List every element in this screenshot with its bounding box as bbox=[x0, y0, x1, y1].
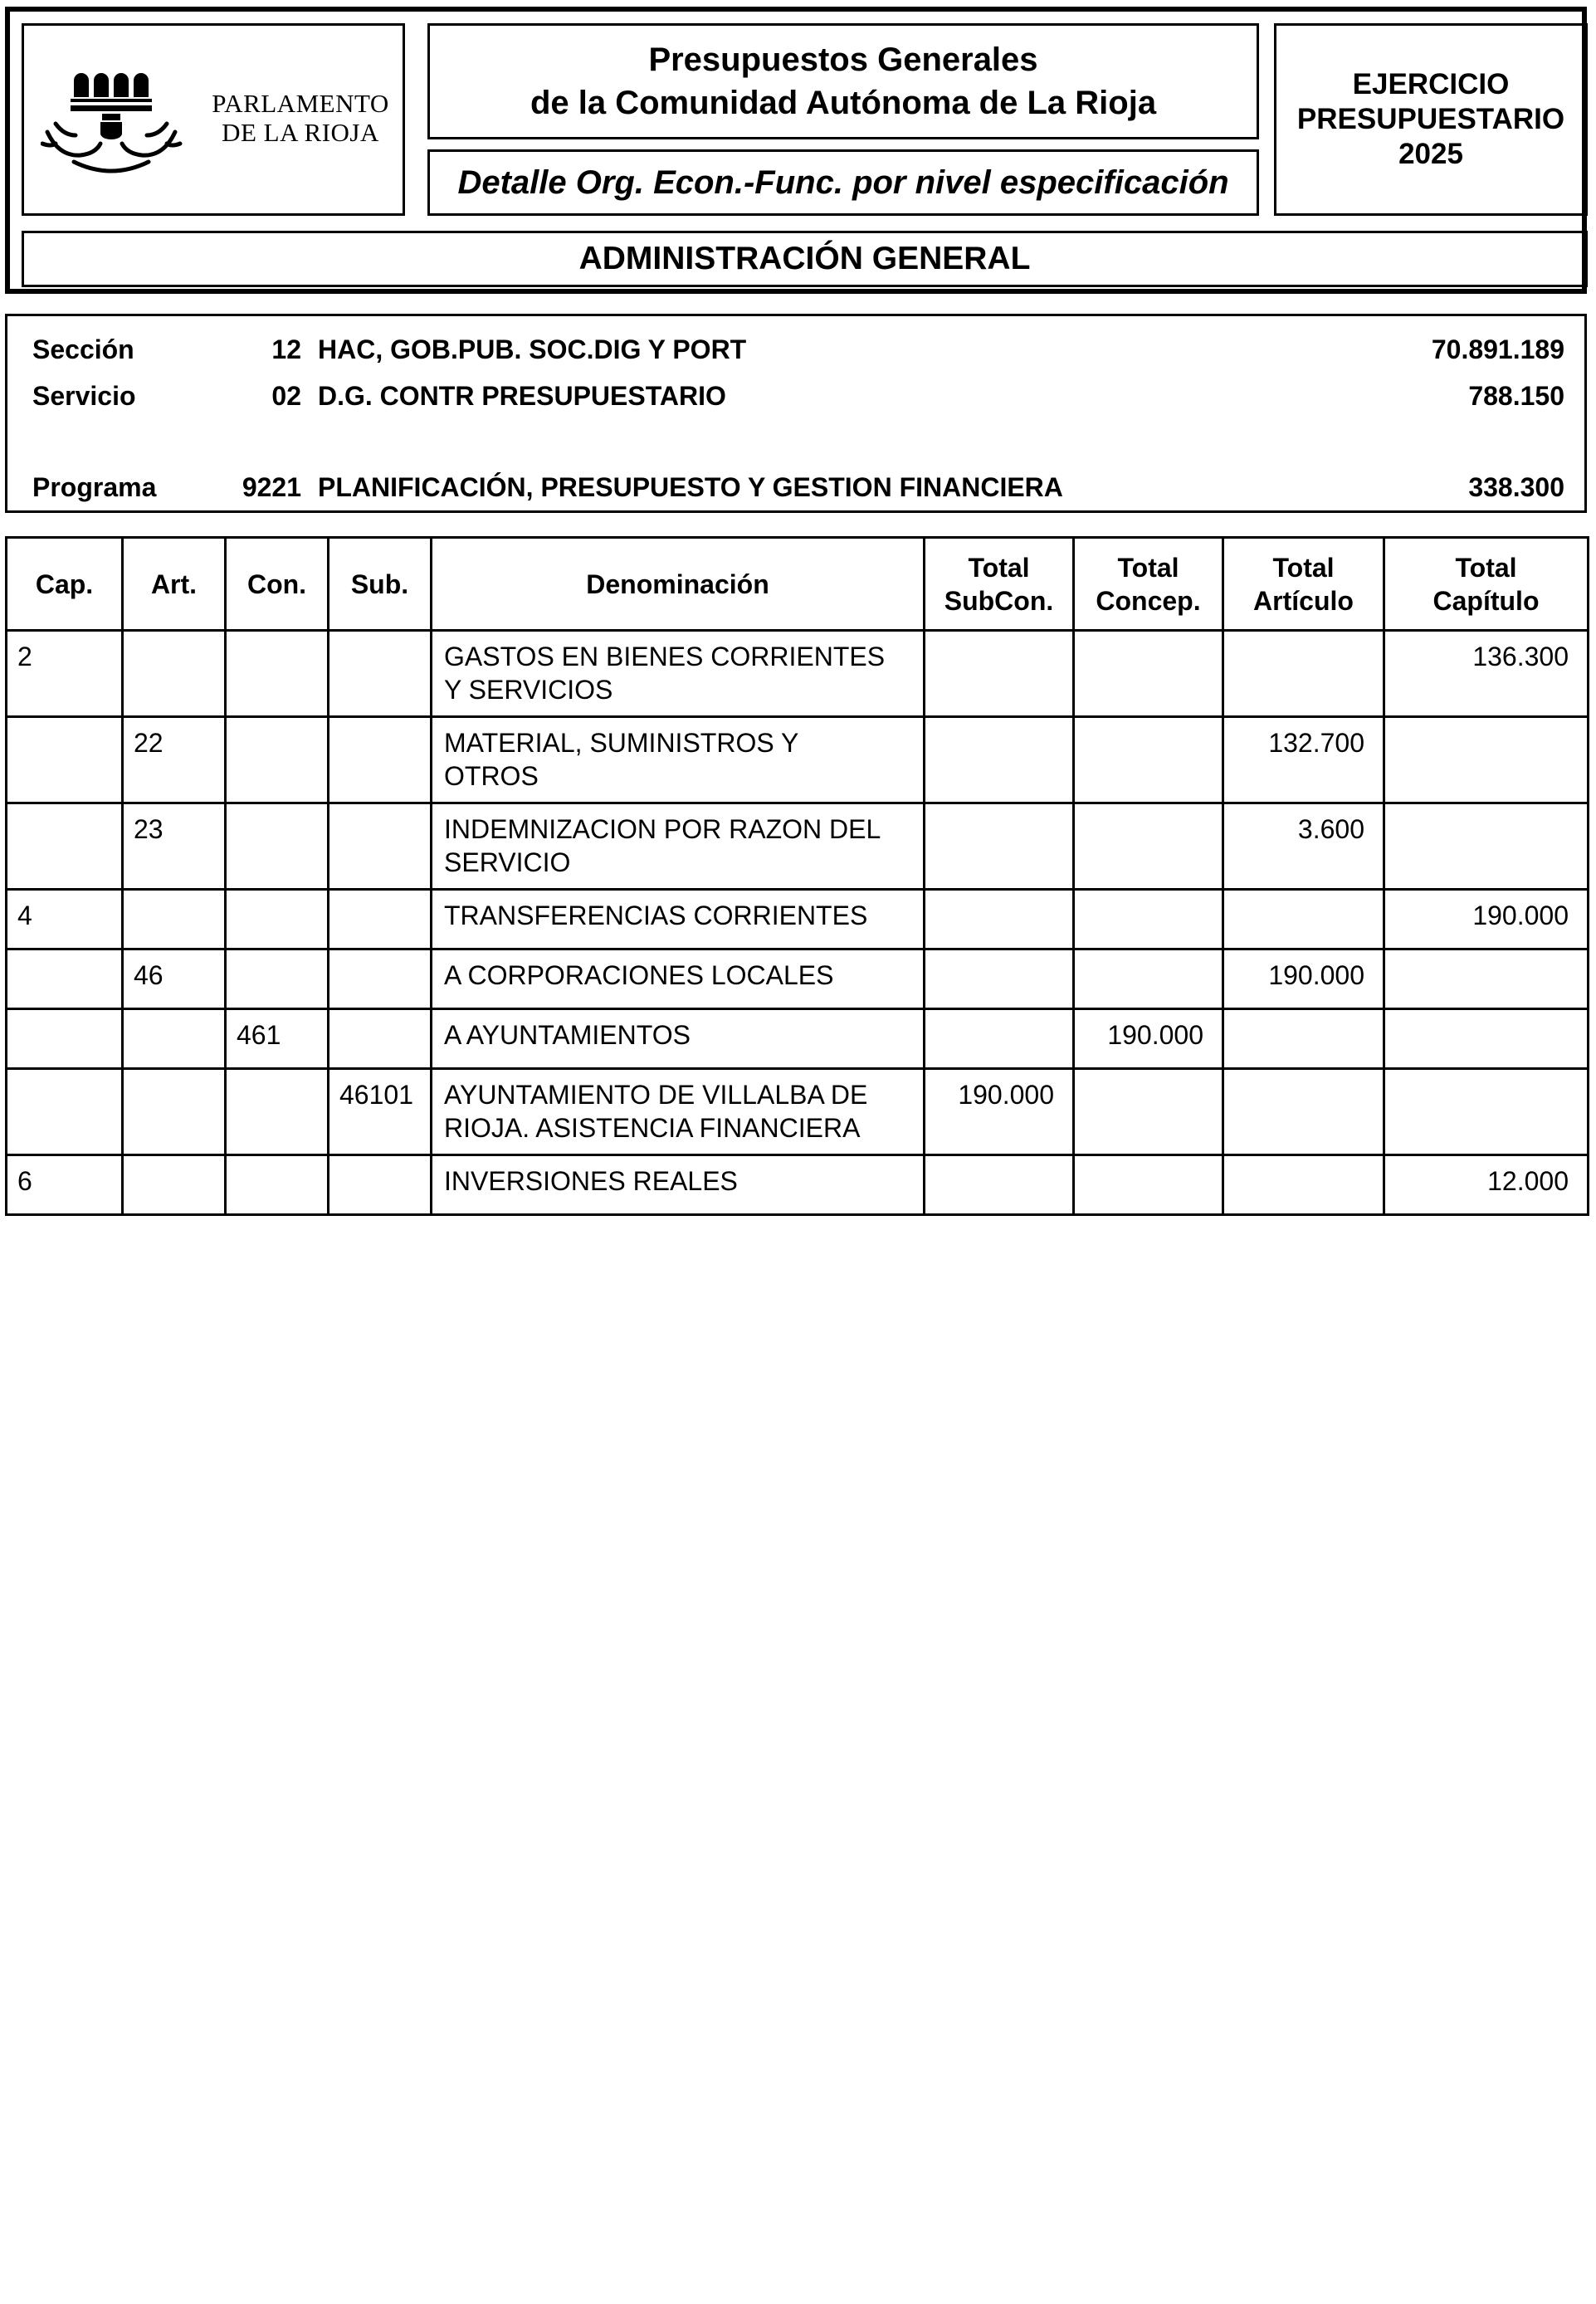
denominacion-line1: INVERSIONES REALES bbox=[444, 1166, 738, 1196]
col-header-total-articulo bbox=[1223, 538, 1384, 631]
cell-total-articulo: 190.000 bbox=[1223, 949, 1384, 1009]
table-row bbox=[7, 803, 1589, 890]
col-header-total-subcon-line2: SubCon. bbox=[944, 585, 1054, 616]
programa-name: PLANIFICACIÓN, PRESUPUESTO Y GESTION FINANCIERA bbox=[318, 472, 1063, 502]
denominacion-line1: A CORPORACIONES LOCALES bbox=[444, 960, 834, 990]
table-row bbox=[7, 1155, 1589, 1215]
document-title bbox=[427, 23, 1259, 139]
cell-total-concep bbox=[1074, 949, 1223, 1009]
cell-denominacion bbox=[432, 631, 925, 717]
ejercicio-line1: EJERCICIO bbox=[1352, 68, 1510, 100]
cell-total-articulo bbox=[1223, 890, 1384, 949]
cell-con bbox=[226, 803, 329, 890]
cell-art: 22 bbox=[123, 717, 226, 803]
denominacion-line2: SERVICIO bbox=[444, 847, 571, 877]
cell-cap bbox=[7, 717, 123, 803]
cell-total-articulo bbox=[1223, 1155, 1384, 1215]
programa-amount: 338.300 bbox=[1468, 472, 1564, 502]
cell-denominacion bbox=[432, 1069, 925, 1155]
col-header-total-concep bbox=[1074, 538, 1223, 631]
cell-con bbox=[226, 1155, 329, 1215]
cell-con bbox=[226, 949, 329, 1009]
cell-total-subcon bbox=[925, 717, 1074, 803]
ejercicio-line2: PRESUPUESTARIO bbox=[1296, 103, 1565, 135]
servicio-label: Servicio bbox=[32, 381, 136, 411]
cell-sub: 46101 bbox=[329, 1069, 432, 1155]
seccion-code: 12 bbox=[271, 334, 301, 364]
cell-total-articulo bbox=[1223, 1069, 1384, 1155]
cell-total-concep bbox=[1074, 1069, 1223, 1155]
col-header-total-capitulo-line2: Capítulo bbox=[1432, 585, 1540, 616]
col-header-denominacion: Denominación bbox=[432, 538, 925, 631]
denominacion-line2: RIOJA. ASISTENCIA FINANCIERA bbox=[444, 1113, 861, 1143]
cell-total-concep bbox=[1074, 631, 1223, 717]
cell-total-articulo: 3.600 bbox=[1223, 803, 1384, 890]
table-row bbox=[7, 1009, 1589, 1069]
servicio-name: D.G. CONTR PRESUPUESTARIO bbox=[318, 381, 726, 411]
denominacion-line1: GASTOS EN BIENES CORRIENTES bbox=[444, 642, 886, 671]
parlamento-logo-icon bbox=[41, 64, 207, 180]
cell-denominacion bbox=[432, 803, 925, 890]
cell-total-capitulo: 136.300 bbox=[1384, 631, 1589, 717]
cell-total-concep bbox=[1074, 890, 1223, 949]
col-header-total-capitulo bbox=[1384, 538, 1589, 631]
col-header-total-concep-line1: Total bbox=[1117, 552, 1179, 583]
budget-table bbox=[5, 536, 1589, 1216]
cell-con bbox=[226, 717, 329, 803]
col-header-total-concep-line2: Concep. bbox=[1096, 585, 1201, 616]
logo-text bbox=[205, 89, 396, 147]
denominacion-line1: AYUNTAMIENTO DE VILLALBA DE bbox=[444, 1080, 868, 1110]
section-info-panel bbox=[5, 314, 1587, 513]
cell-sub bbox=[329, 631, 432, 717]
table-header-row bbox=[7, 538, 1589, 631]
cell-denominacion bbox=[432, 717, 925, 803]
col-header-total-subcon-line1: Total bbox=[968, 552, 1030, 583]
col-header-total-capitulo-line1: Total bbox=[1455, 552, 1517, 583]
cell-art bbox=[123, 1009, 226, 1069]
cell-total-subcon bbox=[925, 803, 1074, 890]
cell-sub bbox=[329, 1009, 432, 1069]
cell-sub bbox=[329, 890, 432, 949]
servicio-row bbox=[7, 381, 1584, 416]
cell-total-articulo: 132.700 bbox=[1223, 717, 1384, 803]
table-row bbox=[7, 1069, 1589, 1155]
ejercicio-year: 2025 bbox=[1398, 138, 1463, 170]
cell-art bbox=[123, 890, 226, 949]
seccion-amount: 70.891.189 bbox=[1431, 334, 1564, 364]
cell-cap bbox=[7, 803, 123, 890]
cell-total-subcon: 190.000 bbox=[925, 1069, 1074, 1155]
col-header-total-articulo-line1: Total bbox=[1272, 552, 1335, 583]
cell-sub bbox=[329, 803, 432, 890]
programa-code: 9221 bbox=[242, 472, 301, 502]
fiscal-year-panel bbox=[1274, 23, 1588, 216]
cell-con bbox=[226, 631, 329, 717]
cell-total-capitulo: 190.000 bbox=[1384, 890, 1589, 949]
cell-art: 23 bbox=[123, 803, 226, 890]
cell-art: 46 bbox=[123, 949, 226, 1009]
table-row bbox=[7, 717, 1589, 803]
table-row bbox=[7, 631, 1589, 717]
seccion-label: Sección bbox=[32, 334, 134, 364]
programa-label: Programa bbox=[32, 472, 157, 502]
cell-total-capitulo bbox=[1384, 949, 1589, 1009]
title-line1: Presupuestos Generales bbox=[648, 41, 1038, 78]
seccion-row bbox=[7, 334, 1584, 369]
cell-total-capitulo bbox=[1384, 717, 1589, 803]
programa-row bbox=[7, 472, 1584, 507]
col-header-art: Art. bbox=[123, 538, 226, 631]
cell-art bbox=[123, 1069, 226, 1155]
cell-total-articulo bbox=[1223, 631, 1384, 717]
col-header-total-subcon bbox=[925, 538, 1074, 631]
denominacion-line1: TRANSFERENCIAS CORRIENTES bbox=[444, 901, 868, 930]
col-header-sub: Sub. bbox=[329, 538, 432, 631]
cell-con bbox=[226, 890, 329, 949]
cell-sub bbox=[329, 1155, 432, 1215]
cell-total-capitulo bbox=[1384, 1069, 1589, 1155]
servicio-code: 02 bbox=[271, 381, 301, 411]
cell-total-capitulo bbox=[1384, 1009, 1589, 1069]
cell-denominacion bbox=[432, 1155, 925, 1215]
col-header-cap: Cap. bbox=[7, 538, 123, 631]
cell-total-concep bbox=[1074, 717, 1223, 803]
cell-con bbox=[226, 1069, 329, 1155]
denominacion-line1: MATERIAL, SUMINISTROS Y bbox=[444, 728, 799, 758]
cell-art bbox=[123, 1155, 226, 1215]
col-header-con: Con. bbox=[226, 538, 329, 631]
cell-total-concep bbox=[1074, 1155, 1223, 1215]
cell-total-subcon bbox=[925, 631, 1074, 717]
table-row bbox=[7, 949, 1589, 1009]
logo-text-line1: PARLAMENTO bbox=[212, 89, 389, 118]
cell-denominacion bbox=[432, 890, 925, 949]
cell-total-articulo bbox=[1223, 1009, 1384, 1069]
cell-cap bbox=[7, 1009, 123, 1069]
cell-sub bbox=[329, 949, 432, 1009]
cell-total-concep: 190.000 bbox=[1074, 1009, 1223, 1069]
administration-banner: ADMINISTRACIÓN GENERAL bbox=[22, 231, 1588, 287]
cell-denominacion bbox=[432, 949, 925, 1009]
cell-cap bbox=[7, 1069, 123, 1155]
cell-total-concep bbox=[1074, 803, 1223, 890]
document-subtitle: Detalle Org. Econ.-Func. por nivel especificación bbox=[427, 149, 1259, 216]
document-header bbox=[5, 7, 1587, 294]
cell-total-subcon bbox=[925, 949, 1074, 1009]
cell-cap bbox=[7, 949, 123, 1009]
denominacion-line2: Y SERVICIOS bbox=[444, 675, 613, 705]
cell-total-subcon bbox=[925, 890, 1074, 949]
col-header-total-articulo-line2: Artículo bbox=[1253, 585, 1354, 616]
cell-con: 461 bbox=[226, 1009, 329, 1069]
logo-text-line2: DE LA RIOJA bbox=[222, 118, 379, 147]
denominacion-line2: OTROS bbox=[444, 761, 539, 791]
cell-total-subcon bbox=[925, 1155, 1074, 1215]
seccion-name: HAC, GOB.PUB. SOC.DIG Y PORT bbox=[318, 334, 747, 364]
cell-sub bbox=[329, 717, 432, 803]
denominacion-line1: A AYUNTAMIENTOS bbox=[444, 1020, 691, 1050]
cell-denominacion bbox=[432, 1009, 925, 1069]
cell-total-capitulo bbox=[1384, 803, 1589, 890]
cell-total-capitulo: 12.000 bbox=[1384, 1155, 1589, 1215]
title-line2: de la Comunidad Autónoma de La Rioja bbox=[530, 85, 1157, 121]
cell-cap: 4 bbox=[7, 890, 123, 949]
table-row bbox=[7, 890, 1589, 949]
cell-art bbox=[123, 631, 226, 717]
servicio-amount: 788.150 bbox=[1468, 381, 1564, 411]
cell-total-subcon bbox=[925, 1009, 1074, 1069]
cell-cap: 6 bbox=[7, 1155, 123, 1215]
cell-cap: 2 bbox=[7, 631, 123, 717]
logo-panel bbox=[22, 23, 405, 216]
denominacion-line1: INDEMNIZACION POR RAZON DEL bbox=[444, 814, 881, 844]
